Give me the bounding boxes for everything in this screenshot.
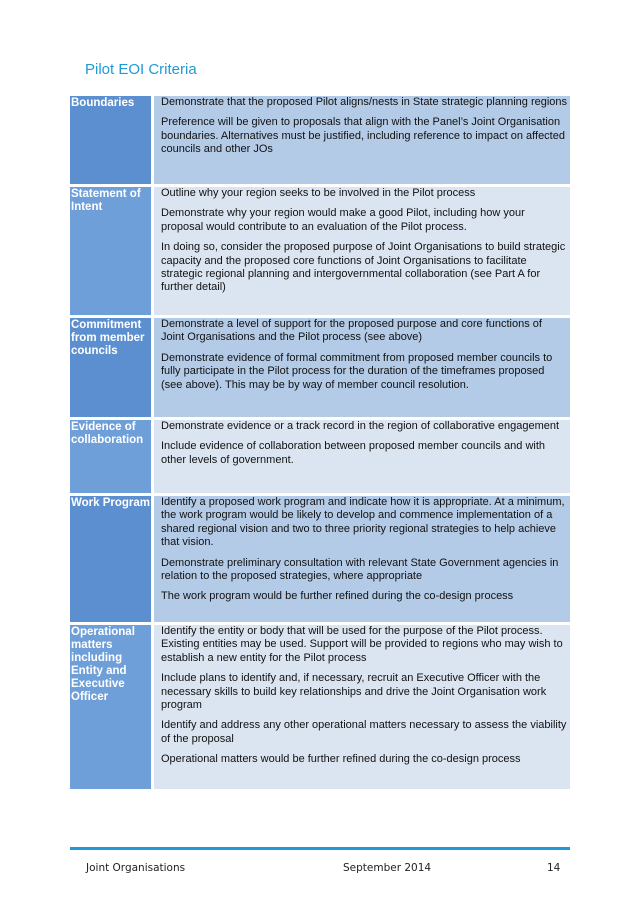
row-content (154, 187, 570, 315)
row-content (154, 318, 570, 417)
row-paragraph: In doing so, consider the proposed purpose of Joint Organisations to build strategic capacity and the proposed core functions of Joint Organisations to facilitate strategic regional planning and intergovernmental collaboration (see Part A for further detail) (161, 241, 566, 294)
row-label: Commitment from member councils (70, 318, 151, 417)
row-paragraph: Preference will be given to proposals that align with the Panel’s Joint Organisation boundaries. Alternatives must be justified, including reference to impact on affected councils and other JOs (161, 116, 565, 156)
row-paragraph: Demonstrate evidence of formal commitment from proposed member councils to fully participate in the Pilot process for the duration of the timeframes proposed (see above). This may be by way of member council resolution. (161, 351, 553, 391)
row-label: Operational matters including Entity and Executive Officer (70, 625, 151, 789)
row-paragraph: Include evidence of collaboration between proposed member councils and with other levels of government. (161, 440, 546, 466)
row-paragraph: Operational matters would be further refined during the co-design process (161, 753, 521, 766)
row-paragraph: Identify and address any other operational matters necessary to assess the viability of the proposal (161, 719, 567, 745)
footer-document-title: Joint Organisations (86, 862, 186, 874)
row-paragraph: The work program would be further refined during the co-design process (161, 590, 514, 603)
page-number: 14 (547, 862, 561, 874)
row-content (154, 625, 570, 789)
row-label: Boundaries (70, 96, 151, 184)
row-content (154, 496, 570, 622)
page-title: Pilot EOI Criteria (85, 61, 197, 78)
row-paragraph: Outline why your region seeks to be involved in the Pilot process (161, 187, 476, 199)
row-paragraph: Identify the entity or body that will be used for the purpose of the Pilot process. Existing entities may be used. Support will be provided to regions who may wish to establish a new entity for the Pilot process (161, 625, 563, 664)
row-paragraph: Demonstrate preliminary consultation with relevant State Government agencies in relation to the proposed strategies, where appropriate (161, 556, 559, 583)
footer-divider (70, 847, 570, 850)
footer-date: September 2014 (343, 862, 432, 874)
criteria-table (70, 96, 570, 789)
row-label: Evidence of collaboration (70, 420, 151, 493)
table-row (70, 96, 570, 184)
row-paragraph: Include plans to identify and, if necessary, recruit an Executive Officer with the necessary skills to build key relationships and drive the Joint Organisation work program (161, 672, 547, 712)
row-paragraph: Demonstrate a level of support for the proposed purpose and core functions of Joint Organisations and the Pilot process (see above) (161, 318, 542, 344)
row-content (154, 96, 570, 184)
table-row (70, 187, 570, 315)
row-content (154, 420, 570, 493)
table-row (70, 420, 570, 493)
row-paragraph: Demonstrate evidence or a track record in the region of collaborative engagement (161, 420, 560, 432)
table-row (70, 625, 570, 789)
row-paragraph: Demonstrate why your region would make a good Pilot, including how your proposal would contribute to an evaluation of the Pilot process. (161, 207, 525, 233)
row-label: Work Program (70, 496, 151, 622)
row-paragraph: Identify a proposed work program and indicate how it is appropriate. At a minimum, the work program would be likely to develop and commence implementation of a shared regional vision and two to three priority regional strategies to help achieve that vision. (161, 496, 565, 549)
table-row (70, 496, 570, 622)
row-label: Statement of Intent (70, 187, 151, 315)
row-paragraph: Demonstrate that the proposed Pilot aligns/nests in State strategic planning regions (161, 96, 568, 108)
table-row (70, 318, 570, 417)
